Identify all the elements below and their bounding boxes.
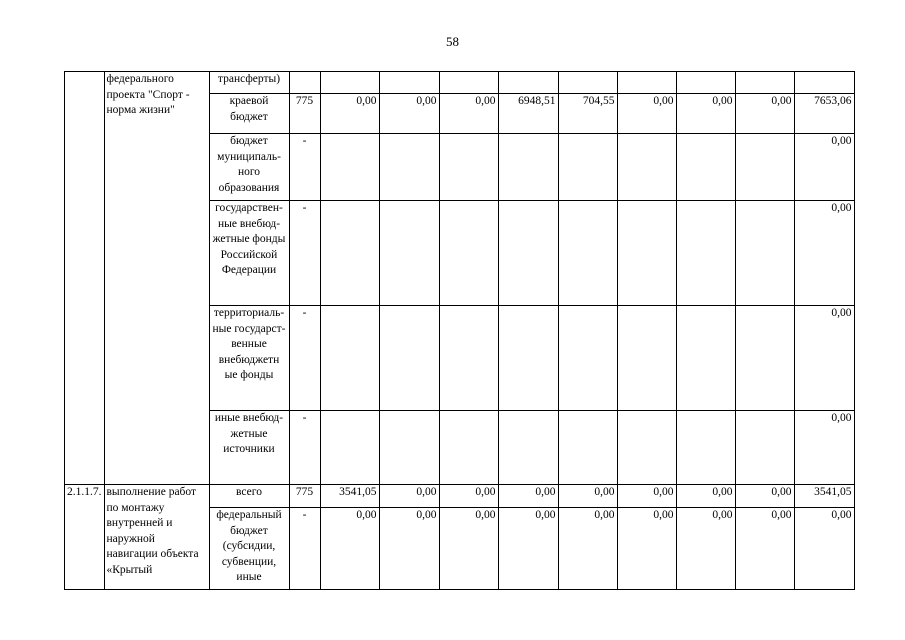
amount-cell — [558, 72, 617, 94]
funding-source-cell: всего — [209, 485, 289, 508]
amount-cell: 0,00 — [735, 94, 794, 134]
amount-cell: 0,00 — [735, 485, 794, 508]
funding-source-cell: трансферты) — [209, 72, 289, 94]
amount-cell — [676, 306, 735, 411]
budget-code-cell: 775 — [289, 485, 320, 508]
amount-cell — [379, 306, 439, 411]
amount-cell — [320, 411, 379, 485]
amount-cell: 6948,51 — [498, 94, 558, 134]
amount-cell: 0,00 — [617, 485, 676, 508]
amount-cell — [558, 201, 617, 306]
amount-cell — [320, 134, 379, 201]
amount-cell — [676, 72, 735, 94]
table-row — [65, 72, 855, 94]
page-number: 58 — [446, 34, 459, 49]
budget-table — [64, 71, 855, 590]
funding-source-cell: федеральный бюджет (субсидии, субвенции, иные — [209, 508, 289, 590]
amount-cell: 0,00 — [498, 485, 558, 508]
amount-cell — [439, 306, 498, 411]
amount-cell: 0,00 — [735, 508, 794, 590]
amount-cell — [498, 411, 558, 485]
budget-code-cell: - — [289, 411, 320, 485]
amount-cell — [498, 306, 558, 411]
amount-cell — [498, 72, 558, 94]
budget-code-cell: - — [289, 508, 320, 590]
amount-cell: 0,00 — [320, 508, 379, 590]
amount-cell: 0,00 — [320, 94, 379, 134]
item-code-cell — [65, 72, 105, 485]
amount-cell — [498, 134, 558, 201]
amount-cell — [617, 306, 676, 411]
amount-cell — [617, 134, 676, 201]
amount-cell: 0,00 — [379, 94, 439, 134]
amount-cell — [320, 306, 379, 411]
item-name-cell: федерального проекта "Спорт - норма жизни" — [104, 72, 209, 485]
budget-code-cell: - — [289, 134, 320, 201]
amount-cell: 0,00 — [379, 485, 439, 508]
amount-cell: 0,00 — [676, 508, 735, 590]
amount-cell — [735, 72, 794, 94]
funding-source-cell: государствен-ные внебюд-жетные фонды Российской Федерации — [209, 201, 289, 306]
amount-cell: 0,00 — [617, 508, 676, 590]
amount-cell — [379, 201, 439, 306]
funding-source-cell: краевой бюджет — [209, 94, 289, 134]
amount-cell — [558, 134, 617, 201]
amount-cell: 0,00 — [439, 94, 498, 134]
amount-cell: 0,00 — [617, 94, 676, 134]
amount-cell: 0,00 — [676, 94, 735, 134]
amount-cell — [498, 201, 558, 306]
amount-cell — [617, 201, 676, 306]
amount-cell — [320, 201, 379, 306]
amount-cell: 0,00 — [558, 508, 617, 590]
amount-cell — [320, 72, 379, 94]
amount-cell — [676, 411, 735, 485]
amount-cell — [439, 72, 498, 94]
funding-source-cell: территориаль-ные государст-венные внебюджетн ые фонды — [209, 306, 289, 411]
amount-cell — [617, 72, 676, 94]
amount-cell: 0,00 — [794, 411, 854, 485]
item-name-cell: выполнение работ по монтажу внутренней и наружной навигации объекта «Крытый — [104, 485, 209, 590]
amount-cell — [676, 201, 735, 306]
budget-code-cell: - — [289, 306, 320, 411]
amount-cell — [379, 411, 439, 485]
amount-cell — [379, 72, 439, 94]
amount-cell: 0,00 — [794, 201, 854, 306]
amount-cell — [676, 134, 735, 201]
budget-code-cell: 775 — [289, 94, 320, 134]
funding-source-cell: иные внебюд-жетные источники — [209, 411, 289, 485]
budget-code-cell — [289, 72, 320, 94]
amount-cell: 0,00 — [439, 485, 498, 508]
table-row — [65, 485, 855, 508]
budget-code-cell: - — [289, 201, 320, 306]
amount-cell: 0,00 — [498, 508, 558, 590]
amount-cell — [735, 201, 794, 306]
amount-cell: 3541,05 — [320, 485, 379, 508]
amount-cell — [794, 72, 854, 94]
amount-cell — [735, 411, 794, 485]
amount-cell — [735, 134, 794, 201]
funding-source-cell: бюджет муниципаль-ного образования — [209, 134, 289, 201]
amount-cell — [558, 306, 617, 411]
amount-cell: 0,00 — [379, 508, 439, 590]
amount-cell — [617, 411, 676, 485]
amount-cell — [379, 134, 439, 201]
amount-cell: 0,00 — [794, 508, 854, 590]
item-code-cell: 2.1.1.7. — [65, 485, 105, 590]
amount-cell — [735, 306, 794, 411]
amount-cell: 3541,05 — [794, 485, 854, 508]
amount-cell: 0,00 — [558, 485, 617, 508]
amount-cell: 704,55 — [558, 94, 617, 134]
amount-cell — [439, 411, 498, 485]
amount-cell — [439, 201, 498, 306]
amount-cell — [558, 411, 617, 485]
amount-cell: 7653,06 — [794, 94, 854, 134]
amount-cell — [439, 134, 498, 201]
amount-cell: 0,00 — [439, 508, 498, 590]
amount-cell: 0,00 — [676, 485, 735, 508]
amount-cell: 0,00 — [794, 134, 854, 201]
amount-cell: 0,00 — [794, 306, 854, 411]
